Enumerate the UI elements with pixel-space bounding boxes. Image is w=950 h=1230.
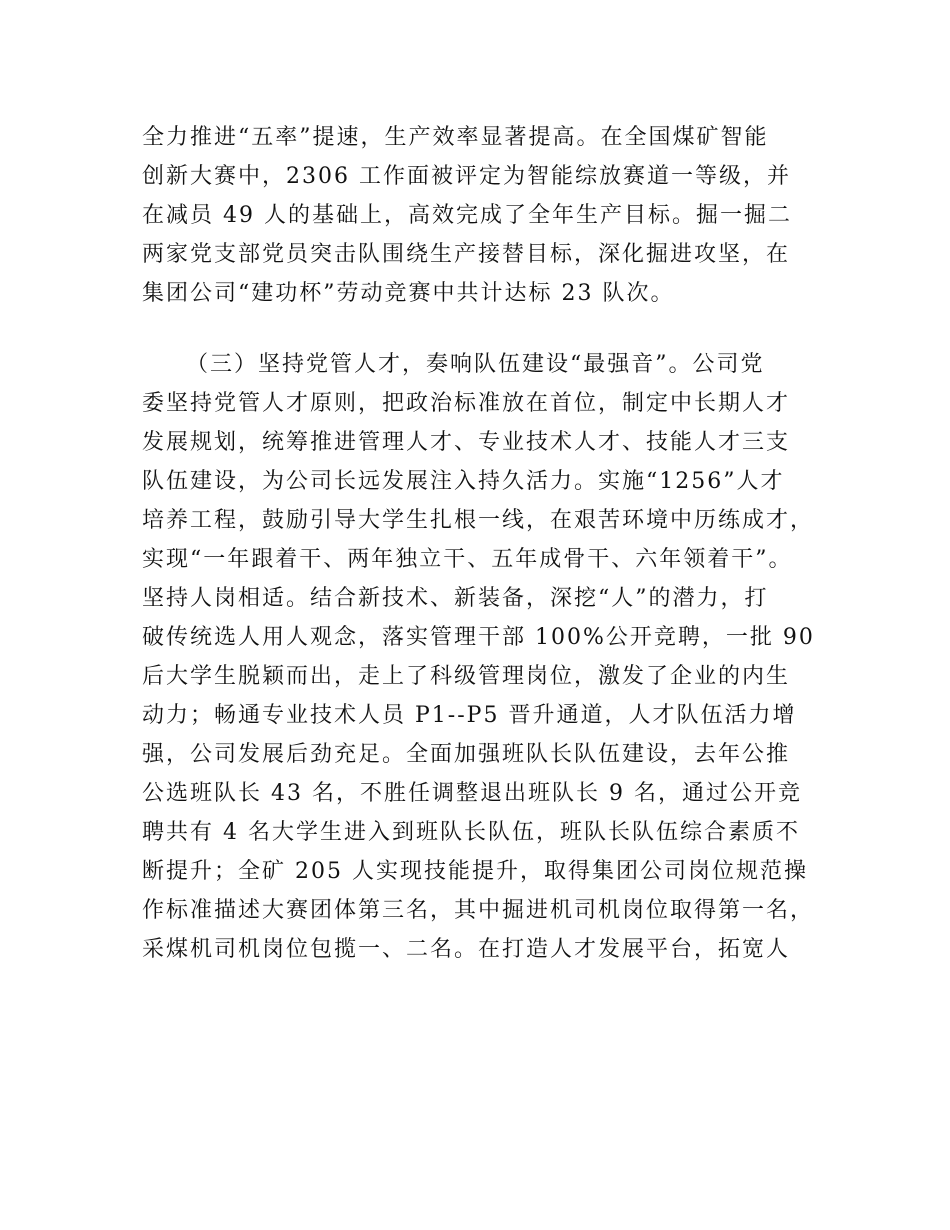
text-line: 培养工程，鼓励引导大学生扎根一线，在艰苦环境中历练成才， bbox=[142, 508, 815, 533]
text-line: 断提升；全矿 205 人实现技能提升，取得集团公司岗位规范操 bbox=[142, 859, 808, 884]
section-heading-line: （三）坚持党管人才，奏响队伍建设“最强音”。公司党 bbox=[186, 352, 765, 377]
text-line: 全力推进“五率”提速，生产效率显著提高。在全国煤矿智能 bbox=[142, 125, 769, 150]
paragraph-production bbox=[142, 118, 822, 313]
text-line: 创新大赛中，2306 工作面被评定为智能综放赛道一等级，并 bbox=[142, 164, 791, 189]
text-line: 破传统选人用人观念，落实管理干部 100%公开竞聘，一批 90 bbox=[142, 625, 815, 650]
text-line: 发展规划，统筹推进管理人才、专业技术人才、技能人才三支 bbox=[142, 430, 791, 455]
text-line: 作标准描述大赛团体第三名，其中掘进机司机岗位取得第一名， bbox=[142, 898, 815, 923]
text-line: 在减员 49 人的基础上，高效完成了全年生产目标。掘一掘二 bbox=[142, 203, 792, 228]
text-line: 实现“一年跟着干、两年独立干、五年成骨干、六年领着干”。 bbox=[142, 547, 793, 572]
text-line: 两家党支部党员突击队围绕生产接替目标，深化掘进攻坚，在 bbox=[142, 242, 791, 267]
text-line: 集团公司“建功杯”劳动竞赛中共计达标 23 队次。 bbox=[142, 281, 675, 306]
text-line: 聘共有 4 名大学生进入到班队长队伍，班队长队伍综合素质不 bbox=[142, 820, 800, 845]
text-line: 采煤机司机岗位包揽一、二名。在打造人才发展平台，拓宽人 bbox=[142, 937, 791, 962]
text-line: 后大学生脱颖而出，走上了科级管理岗位，激发了企业的内生 bbox=[142, 664, 791, 689]
text-line: 动力；畅通专业技术人员 P1--P5 晋升通道，人才队伍活力增 bbox=[142, 703, 797, 728]
text-line: 委坚持党管人才原则，把政治标准放在首位，制定中长期人才 bbox=[142, 391, 791, 416]
text-line: 公选班队长 43 名，不胜任调整退出班队长 9 名，通过公开竞 bbox=[142, 781, 802, 806]
paragraph-talent bbox=[142, 345, 822, 969]
text-line: 坚持人岗相适。结合新技术、新装备，深挖“人”的潜力，打 bbox=[142, 586, 769, 611]
text-line: 队伍建设，为公司长远发展注入持久活力。实施“1256”人才 bbox=[142, 469, 785, 494]
text-line: 强，公司发展后劲充足。全面加强班队长队伍建设，去年公推 bbox=[142, 742, 791, 767]
